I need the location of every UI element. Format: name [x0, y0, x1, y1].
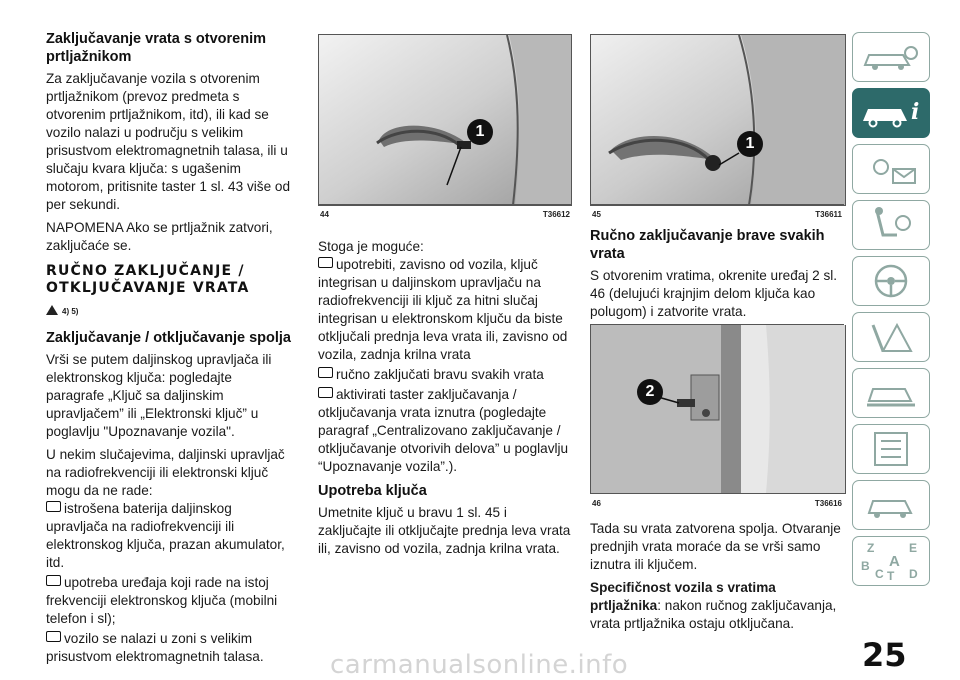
- figure-45-door-lock: [590, 34, 846, 206]
- car-connect-icon: [853, 481, 929, 529]
- bullet-box-icon: [318, 387, 333, 398]
- paragraph-closed-outside: Tada su vrata zatvorena spolja. Otvaranje prednjih vrata moraće da se vrši samo iznutra ili ključem.: [590, 521, 841, 572]
- paragraph-note: NAPOMENA Ako se prtljažnik zatvori, zaključaće se.: [46, 220, 273, 253]
- heading-locking-open-trunk: Zaključavanje vrata s otvorenim prtljažnikom: [46, 31, 267, 65]
- section-title: RUČNO ZAKLJUČANJE / OTKLJUČAVANJE VRATA: [46, 263, 250, 296]
- paragraph-remote: Vrši se putem daljinskog upravljača ili elektronskog ključa: pogledajte paragrafe „Ključ sa daljinskim upravljačem” ili „Elektronski ključ” u poglavlju "Upoznavanje vozila".: [46, 352, 272, 439]
- checklist-icon: [853, 425, 929, 473]
- steering-wheel-icon: [853, 257, 929, 305]
- figure-code: T36611: [815, 210, 842, 219]
- list-item: aktivirati taster zaključavanja / otključavanja vrata iznutra (pogledajte paragraf „Centralizovano zaključavanje / otključavanje otvorivih delova” u poglavlju “Upoznavanje vozila”.).: [318, 387, 569, 474]
- column-right-bottom: [590, 520, 844, 638]
- figure-number: 44: [320, 210, 329, 219]
- seat-airbag-icon: [853, 201, 929, 249]
- paragraph-possible: Stoga je moguće:: [318, 239, 424, 254]
- list-item: ručno zaključati bravu svakih vrata: [318, 366, 572, 384]
- car-magnifier-icon: [853, 33, 929, 81]
- tab-maintenance[interactable]: [852, 368, 930, 418]
- paragraph-key-use: Umetnite ključ u bravu 1 sl. 45 i zaključajte ili otključajte prednja leva vrata ili, zavisno od vozila, zadnja krilna vrata.: [318, 505, 571, 556]
- tab-vehicle-info[interactable]: [852, 88, 930, 138]
- car-wrench-icon: [853, 369, 929, 417]
- figure-46-door-latch: [590, 325, 846, 494]
- list-item: istrošena baterija daljinskog upravljača na radiofrekvenciji ili elektronskog ključa, prazan akumulator, itd.: [46, 501, 285, 570]
- heading-key-use: Upotreba ključa: [318, 483, 427, 499]
- divider: [590, 204, 844, 205]
- bullet-box-icon: [318, 257, 333, 268]
- tab-starting-driving[interactable]: [852, 256, 930, 306]
- bold-lead: Specifičnost vozila s vratima prtljažnika: [590, 580, 776, 613]
- column-left: [46, 30, 291, 668]
- figure-code: T36612: [542, 210, 570, 219]
- tab-index[interactable]: [852, 536, 930, 586]
- bullet-box-icon: [46, 501, 61, 512]
- figure-number: 46: [592, 499, 601, 508]
- door-lock-illustration: [591, 35, 845, 205]
- paragraph-locking-intro: Za zaključavanje vozila s otvorenim prtljažnikom (prevoz predmeta s otvorenim prtljažnikom, itd), ili kad se vozilo nalazi u području s velikim prisustvom elektromagnetnih talasa, ili u slučaju kvara ključa: s ugašenim motorom, pritisnite taster 1 sl. 43 više od per sekundi.: [46, 71, 291, 212]
- column-right-top: [590, 227, 844, 326]
- warning-light-envelope-icon: [853, 145, 929, 193]
- figure-number: 45: [592, 210, 601, 219]
- divider: [590, 493, 844, 494]
- callout-1: 1: [467, 119, 493, 145]
- tab-multimedia[interactable]: [852, 480, 930, 530]
- callout-2: 2: [637, 379, 663, 405]
- door-handle-illustration: [319, 35, 571, 205]
- paragraph-trunk-specific: Specifičnost vozila s vratima prtljažnika: nakon ručnog zaključavanja, vrata prtljažnika ostaju otključana.: [590, 580, 837, 631]
- svg-text:i: i: [911, 99, 920, 125]
- page-number: 25: [862, 636, 907, 674]
- warning-reference: 4) 5): [46, 303, 291, 321]
- door-latch-illustration: [591, 325, 845, 493]
- tab-emergency[interactable]: [852, 312, 930, 362]
- bullet-box-icon: [318, 367, 333, 378]
- callout-1: 1: [737, 131, 763, 157]
- figure-code: T36616: [814, 499, 842, 508]
- divider: [318, 204, 572, 205]
- column-middle: [318, 238, 572, 563]
- car-info-icon: [853, 89, 929, 137]
- heading-manual-lock: Ručno zaključavanje brave svakih vrata: [590, 228, 825, 262]
- list-item: upotreba uređaja koji rade na istoj frekvenciji elektronskog ključa (mobilni telefon i sl);: [46, 575, 278, 626]
- tab-safety[interactable]: [852, 200, 930, 250]
- paragraph-manual-lock: S otvorenim vratima, okrenite uređaj 2 sl. 46 (delujući krajnjim delom ključa kao polugom) i zatvorite vrata.: [590, 268, 838, 319]
- paragraph-cases: U nekim slučajevima, daljinski upravljač na radiofrekvenciji ili elektronski ključ mogu da ne rade:: [46, 447, 285, 498]
- watermark: carmanualsonline.info: [330, 650, 629, 680]
- tab-warning-lights[interactable]: [852, 144, 930, 194]
- bullet-box-icon: [46, 575, 61, 586]
- warning-triangle-icon: [46, 305, 58, 315]
- tab-car-info[interactable]: [852, 32, 930, 82]
- list-item: upotrebiti, zavisno od vozila, ključ integrisan u daljinskom upravljaču na radiofrekvenciji ili ključ za hitni slučaj integrisan u elektronskom ključu da biste otključali prednja leva vrata ili, zavisno od vozila, zadnja krilna vrata: [318, 257, 568, 362]
- list-item: vozilo se nalazi u zoni s velikim prisustvom elektromagnetnih talasa.: [46, 631, 264, 664]
- alphabet-index-icon: Z E A B C T D: [861, 541, 918, 583]
- heading-outside-locking: Zaključavanje / otključavanje spolja: [46, 330, 291, 346]
- tools-triangle-icon: [853, 313, 929, 361]
- bullet-box-icon: [46, 631, 61, 642]
- figure-44-door-handle: [318, 34, 572, 206]
- tab-technical-data[interactable]: [852, 424, 930, 474]
